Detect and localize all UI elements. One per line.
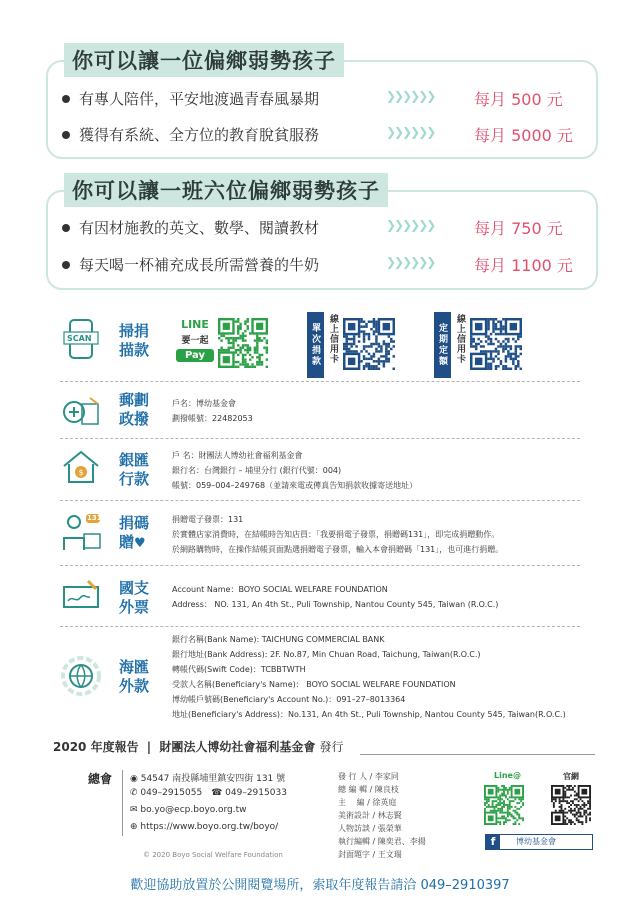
pledge-amount: 每月 500 元: [474, 90, 563, 109]
scan-donate-title: 掃捐描款: [119, 322, 150, 359]
divider: [60, 500, 580, 501]
recurring-donation-tag: 定期定額: [434, 312, 451, 378]
invoice-donation-info: 捐贈電子發票：131 於實體店家消費時，在結帳時告知店員：「我要捐電子發票，捐贈碼131」，即完成捐贈動作。 於網路購物時，在操作結帳頁面點選捐贈電子發票，輸入本會捐贈碼「131」，也可進行捐贈。: [172, 515, 504, 554]
arrow-icon: ❯❯❯❯❯❯: [386, 218, 435, 232]
wire-transfer-title: 海匯外款: [119, 658, 150, 695]
facebook-link[interactable]: f 博幼基金會: [485, 834, 593, 850]
postal-transfer-info: 戶名：博幼基金會 劃撥帳號：22482053: [172, 399, 253, 423]
copyright: © 2020 Boyo Social Welfare Foundation: [143, 851, 283, 859]
credits-list: 發 行 人 / 李家同 總 編 輯 / 陳良枝 主 編 / 徐英庭 美術設計 / 林志賢 人物訪談 / 張榮華 執行編輯 / 陳奕君、李揚 封面題字 / 王文瑞: [338, 772, 426, 859]
svg-text:$: $: [78, 468, 84, 477]
hq-divider: [122, 770, 123, 836]
report-publisher-line: 2020 年度報告 | 財團法人博幼社會福利基金會 發行: [53, 740, 344, 754]
hq-address: ◉ 54547 南投縣埔里鎮安四街 131 號: [130, 774, 286, 784]
invoice-code-badge: 131: [87, 514, 102, 522]
hq-label: 總會: [88, 772, 113, 786]
pledge-box-class-title: 你可以讓一班六位偏鄉弱勢孩子: [64, 173, 388, 207]
bank-transfer-info: 戶 名：財團法人博幼社會福利基金會 銀行名：台灣銀行 – 埔里分行 (銀行代號：004) 帳號：059–004–249768（並請來電或傳真告知捐款收據寄送地址）: [172, 451, 418, 490]
line-at-qr-code[interactable]: [484, 785, 524, 825]
bullet-icon: [62, 95, 70, 103]
pledge-amount: 每月 5000 元: [474, 126, 573, 145]
scan-icon-label: SCAN: [67, 334, 92, 343]
bullet-icon: [62, 224, 70, 232]
facebook-icon: f: [486, 835, 500, 849]
official-site-qr-code[interactable]: [551, 785, 591, 825]
separator: |: [146, 740, 152, 754]
pledge-box-one-child-title: 你可以讓一位偏鄉弱勢孩子: [64, 43, 344, 77]
line-pay-qr-code[interactable]: [218, 318, 268, 368]
invoice-donation-title: 捐碼贈♥: [119, 514, 150, 551]
arrow-icon: ❯❯❯❯❯❯: [386, 255, 435, 269]
heart-icon: ♥: [134, 536, 146, 551]
hq-email: ✉ bo.yo@ecp.boyo.org.tw: [130, 805, 247, 815]
web-icon: ⊕: [130, 822, 138, 832]
credit-card-label: 線上信用卡: [455, 314, 465, 364]
pledge-amount: 每月 1100 元: [474, 256, 573, 275]
single-donation-tag: 單次捐款: [307, 312, 324, 378]
invoice-donation-icon: [60, 510, 102, 552]
globe-transfer-icon: [60, 655, 102, 697]
line-pay-label: LINE 要一起 Pay: [176, 318, 214, 362]
pledge-amount: 每月 750 元: [474, 219, 563, 238]
postal-transfer-title: 郵劃政撥: [119, 391, 150, 428]
pledge-item: 有因材施教的英文、數學、閱讀教材: [62, 217, 319, 238]
single-donation-qr-code[interactable]: [343, 318, 395, 370]
foreign-cheque-title: 國支外票: [119, 579, 150, 616]
bank-transfer-title: 銀匯行款: [119, 451, 150, 488]
wire-transfer-info: 銀行名稱(Bank Name): TAICHUNG COMMERCIAL BANK 銀行地址(Bank Address): 2F. No.87, Min Chuan Road, Taichung, Taiwan(R.O.C.) 轉帳代碼(Swift Code)：TCBBTWTH 受款人名稱(Beneficiary's Name)： BOYO SOCIAL WELFARE FOUNDATION 博幼帳戶號碼(Beneficiary's Account No.)：091–27–8013364 地址(Beneficiary's Address)：No.131, An 4th St., Puli Township, Nantou County 545, Taiwan(R.O.C.): [172, 635, 566, 719]
pledge-item: 有專人陪伴，平安地渡過青春風暴期: [62, 88, 319, 109]
fax-icon: ☎: [211, 788, 223, 798]
bottom-note: 歡迎協助放置於公開閱覽場所，索取年度報告請洽 049–2910397: [130, 878, 510, 893]
bullet-icon: [62, 131, 70, 139]
report-rule: [360, 754, 595, 755]
official-site-label: 官網: [563, 772, 579, 781]
phone-icon: ✆: [130, 788, 138, 798]
mail-icon: ✉: [130, 805, 138, 815]
credit-card-label: 線上信用卡: [328, 314, 338, 364]
hq-phone-fax: ✆ 049–2915055 ☎ 049–2915033: [130, 788, 287, 798]
divider: [60, 438, 580, 439]
pledge-item: 獲得有系統、全方位的教育脫貧服務: [62, 124, 319, 145]
arrow-icon: ❯❯❯❯❯❯: [386, 89, 435, 103]
line-at-label: Line@: [494, 771, 521, 780]
cheque-icon: [60, 575, 102, 617]
divider: [60, 381, 580, 382]
pledge-item: 每天喝一杯補充成長所需營養的牛奶: [62, 254, 319, 275]
divider: [60, 626, 580, 627]
location-icon: ◉: [130, 774, 138, 784]
hq-website: ⊕ https://www.boyo.org.tw/boyo/: [130, 822, 279, 832]
bullet-icon: [62, 261, 70, 269]
postal-icon: [60, 390, 102, 432]
bank-house-icon: [60, 446, 102, 488]
scan-phone-icon: [60, 318, 102, 360]
divider: [60, 565, 580, 566]
arrow-icon: ❯❯❯❯❯❯: [386, 125, 435, 139]
recurring-donation-qr-code[interactable]: [470, 318, 522, 370]
foreign-cheque-info: Account Name：BOYO SOCIAL WELFARE FOUNDATION Address： NO. 131, An 4th St., Puli Township, Nantou County 545, Taiwan (R.O.C.): [172, 585, 499, 609]
